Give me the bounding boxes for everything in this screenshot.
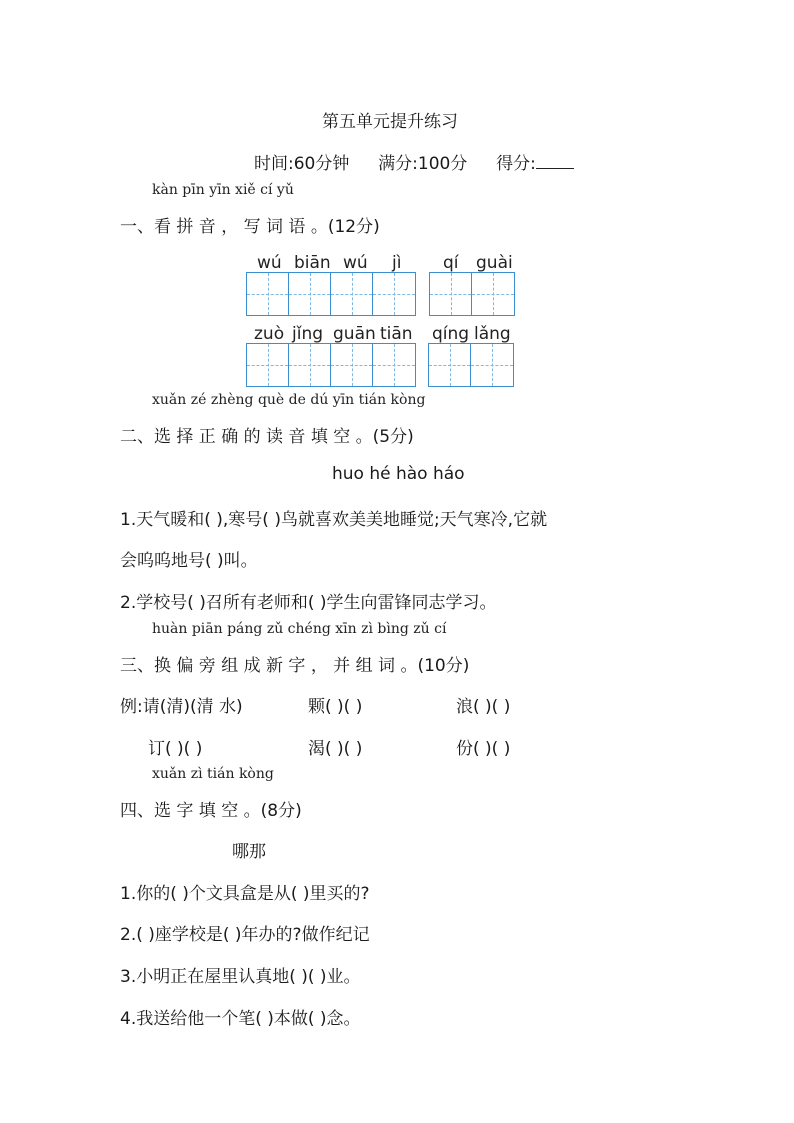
section2-pinyin: xuǎn zé zhèng què de dú yīn tián kòng (152, 392, 426, 408)
section4-q4: 4.我送给他一个笔( )本做( )念。 (120, 1009, 361, 1029)
section4-pinyin: xuǎn zì tián kòng (152, 766, 274, 782)
grid2-pinyin-2: jǐng (292, 324, 324, 344)
score-blank[interactable] (536, 154, 574, 169)
section2-q1-line1: 1.天气暖和( ),寒号( )鸟就喜欢美美地睡觉;天气寒冷,它就 (120, 510, 548, 530)
section4-q3: 3.小明正在屋里认真地( )( )业。 (120, 967, 361, 987)
section3-item-ke: 颗( )( ) (308, 697, 363, 717)
writing-grid-qinglang[interactable] (428, 343, 514, 387)
grid1-pinyin-5: qí (443, 253, 459, 273)
section3-item-fen: 份( )( ) (456, 739, 511, 759)
writing-grid-zuojingguantian[interactable] (246, 343, 416, 387)
grid-cell[interactable] (373, 273, 415, 315)
section2-heading: 二、选 择 正 确 的 读 音 填 空 。(5分) (120, 427, 414, 447)
section3-item-lang: 浪( )( ) (456, 697, 511, 717)
grid-cell[interactable] (247, 344, 289, 386)
exam-meta (254, 149, 574, 174)
grid-cell[interactable] (471, 344, 513, 386)
full-score: 满分:100分 (378, 154, 468, 174)
section2-options: huo hé hào háo (332, 464, 465, 484)
grid-cell[interactable] (472, 273, 514, 315)
page-title: 第五单元提升练习 (322, 112, 458, 132)
grid2-pinyin-1: zuò (254, 324, 285, 344)
section3-item-ding: 订( )( ) (148, 739, 203, 759)
section2-q1-line2: 会呜呜地号( )叫。 (120, 551, 258, 571)
grid-cell[interactable] (247, 273, 289, 315)
score-label: 得分: (496, 154, 536, 174)
grid2-pinyin-4: tiān (380, 324, 413, 344)
grid1-pinyin-1: wú (257, 253, 282, 273)
section4-options: 哪那 (232, 842, 266, 862)
writing-grid-wubianwuji[interactable] (246, 272, 416, 316)
grid-cell[interactable] (373, 344, 415, 386)
grid-cell[interactable] (331, 344, 373, 386)
section4-q1: 1.你的( )个文具盒是从( )里买的? (120, 884, 370, 904)
grid-cell[interactable] (331, 273, 373, 315)
grid1-pinyin-2: biān (294, 253, 331, 273)
section1-pinyin: kàn pīn yīn xiě cí yǔ (152, 182, 294, 198)
section3-item-ke2: 渴( )( ) (308, 739, 363, 759)
grid2-pinyin-3: guān (333, 324, 376, 344)
section3-example: 例:请(清)(清 水) (120, 697, 243, 717)
section4-heading: 四、选 字 填 空 。(8分) (120, 801, 302, 821)
section2-q2: 2.学校号( )召所有老师和( )学生向雷锋同志学习。 (120, 593, 497, 613)
grid-cell[interactable] (289, 273, 331, 315)
grid-cell[interactable] (429, 344, 471, 386)
grid2-pinyin-6: lǎng (474, 324, 511, 344)
grid1-pinyin-6: guài (476, 253, 513, 273)
grid1-pinyin-3: wú (343, 253, 368, 273)
section1-heading: 一、看 拼 音 ， 写 词 语 。(12分) (120, 217, 380, 237)
section4-q2: 2.( )座学校是( )年办的?做作纪记 (120, 925, 370, 945)
writing-grid-qiguai[interactable] (429, 272, 515, 316)
time-limit: 时间:60分钟 (254, 154, 350, 174)
section3-heading: 三、换 偏 旁 组 成 新 字 ， 并 组 词 。(10分) (120, 656, 470, 676)
section3-pinyin: huàn piān páng zǔ chéng xīn zì bìng zǔ cí (152, 621, 447, 637)
grid-cell[interactable] (289, 344, 331, 386)
grid-cell[interactable] (430, 273, 472, 315)
grid2-pinyin-5: qíng (432, 324, 470, 344)
grid1-pinyin-4: jì (392, 253, 402, 273)
